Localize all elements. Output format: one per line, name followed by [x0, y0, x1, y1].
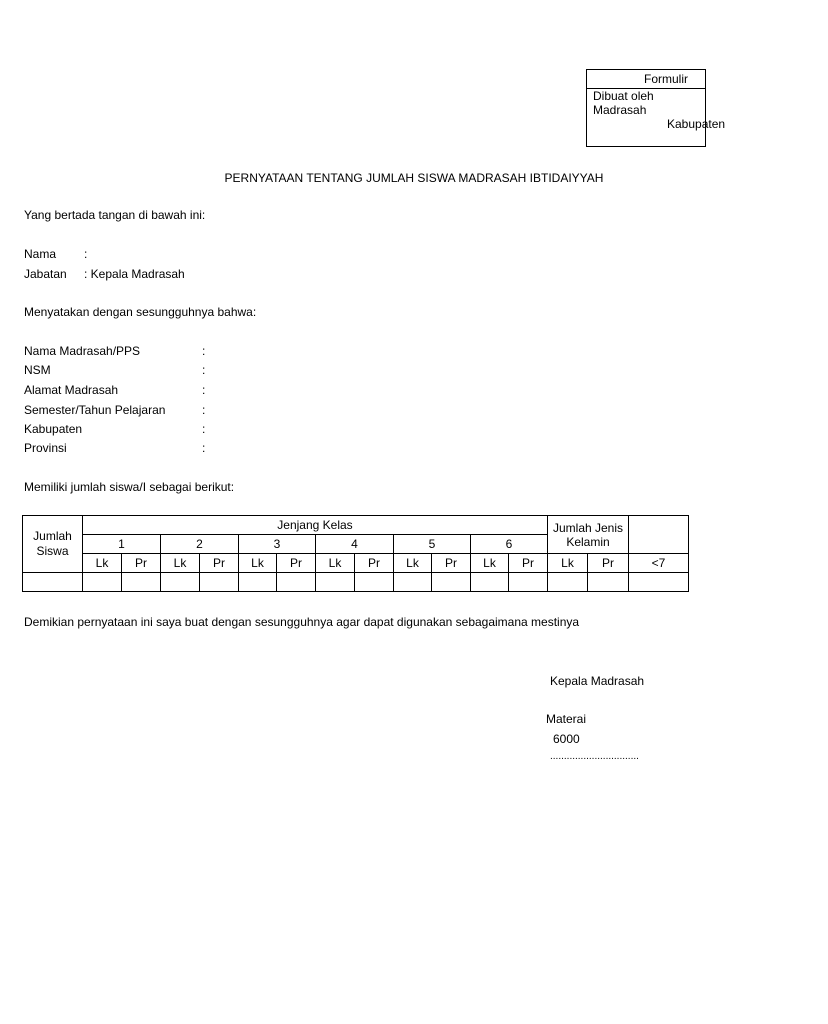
- student-count-table: [22, 515, 689, 592]
- table-cell: [394, 573, 432, 592]
- field-label-nsm: NSM: [24, 363, 51, 377]
- form-box-maker: Dibuat oleh Madrasah: [593, 89, 654, 117]
- table-intro-text: Memiliki jumlah siswa/I sebagai berikut:: [24, 480, 235, 494]
- age-under-7-header: <7: [629, 554, 689, 573]
- field-label-regency: Kabupaten: [24, 422, 83, 436]
- row-header-label: Jumlah Siswa: [33, 529, 72, 558]
- age-group-header-blank: [629, 516, 689, 554]
- gender-total-lk: Lk: [548, 554, 588, 573]
- table-cell: [277, 573, 316, 592]
- class-2-pr: Pr: [200, 554, 239, 573]
- signature-line: ................................: [550, 751, 639, 762]
- class-2-lk: Lk: [161, 554, 200, 573]
- class-4-pr: Pr: [355, 554, 394, 573]
- statement-text: Menyatakan dengan sesungguhnya bahwa:: [24, 305, 257, 319]
- class-6-lk: Lk: [471, 554, 509, 573]
- stamp-label: Materai: [546, 712, 587, 726]
- table-cell: [161, 573, 200, 592]
- gender-total-pr: Pr: [588, 554, 629, 573]
- class-group-header: Jenjang Kelas: [83, 516, 548, 535]
- class-1-pr: Pr: [122, 554, 161, 573]
- class-2-header: 2: [161, 535, 239, 554]
- field-value-address: :: [202, 383, 206, 397]
- table-cell: [548, 573, 588, 592]
- class-5-pr: Pr: [432, 554, 471, 573]
- field-value-madrasah-name: :: [202, 344, 206, 358]
- table-cell: [432, 573, 471, 592]
- class-5-lk: Lk: [394, 554, 432, 573]
- document-title: PERNYATAAN TENTANG JUMLAH SISWA MADRASAH IBTIDAIYYAH: [224, 171, 604, 185]
- field-value-province: :: [202, 441, 206, 455]
- class-3-lk: Lk: [239, 554, 277, 573]
- table-cell: [509, 573, 548, 592]
- intro-text: Yang bertada tangan di bawah ini:: [24, 208, 206, 222]
- table-cell: [629, 573, 689, 592]
- field-value-regency: :: [202, 422, 206, 436]
- field-value-nsm: :: [202, 363, 206, 377]
- signer-position-label: Jabatan: [24, 267, 67, 281]
- class-4-header: 4: [316, 535, 394, 554]
- class-3-header: 3: [239, 535, 316, 554]
- signature-role: Kepala Madrasah: [550, 674, 645, 688]
- row-header-cell: [23, 516, 83, 573]
- table-cell: [83, 573, 122, 592]
- field-value-semester: :: [202, 403, 206, 417]
- class-5-header: 5: [394, 535, 471, 554]
- class-3-pr: Pr: [277, 554, 316, 573]
- data-row-blank-cell: [23, 573, 83, 592]
- table-cell: [316, 573, 355, 592]
- gender-header-cell: [548, 516, 629, 554]
- field-label-semester: Semester/Tahun Pelajaran: [24, 403, 166, 417]
- form-box-regency: Kabupaten: [667, 117, 726, 131]
- class-1-header: 1: [83, 535, 161, 554]
- table-cell: [355, 573, 394, 592]
- table-cell: [200, 573, 239, 592]
- table-cell: [239, 573, 277, 592]
- table-cell: [588, 573, 629, 592]
- signer-position-value: : Kepala Madrasah: [84, 267, 185, 281]
- class-1-lk: Lk: [83, 554, 122, 573]
- class-6-pr: Pr: [509, 554, 548, 573]
- stamp-value: 6000: [553, 732, 580, 746]
- class-4-lk: Lk: [316, 554, 355, 573]
- closing-text: Demikian pernyataan ini saya buat dengan sesungguhnya agar dapat digunakan sebagaimana mestinya: [24, 615, 580, 629]
- form-info-box: [586, 69, 726, 147]
- signer-name-value: :: [84, 247, 88, 261]
- table-cell: [122, 573, 161, 592]
- signer-name-label: Nama: [24, 247, 57, 261]
- form-box-title: Formulir: [587, 70, 705, 89]
- class-6-header: 6: [471, 535, 548, 554]
- field-label-province: Provinsi: [24, 441, 67, 455]
- gender-header-label: Jumlah Jenis Kelamin: [552, 520, 624, 549]
- table-cell: [471, 573, 509, 592]
- field-label-madrasah-name: Nama Madrasah/PPS: [24, 344, 141, 358]
- field-label-address: Alamat Madrasah: [24, 383, 119, 397]
